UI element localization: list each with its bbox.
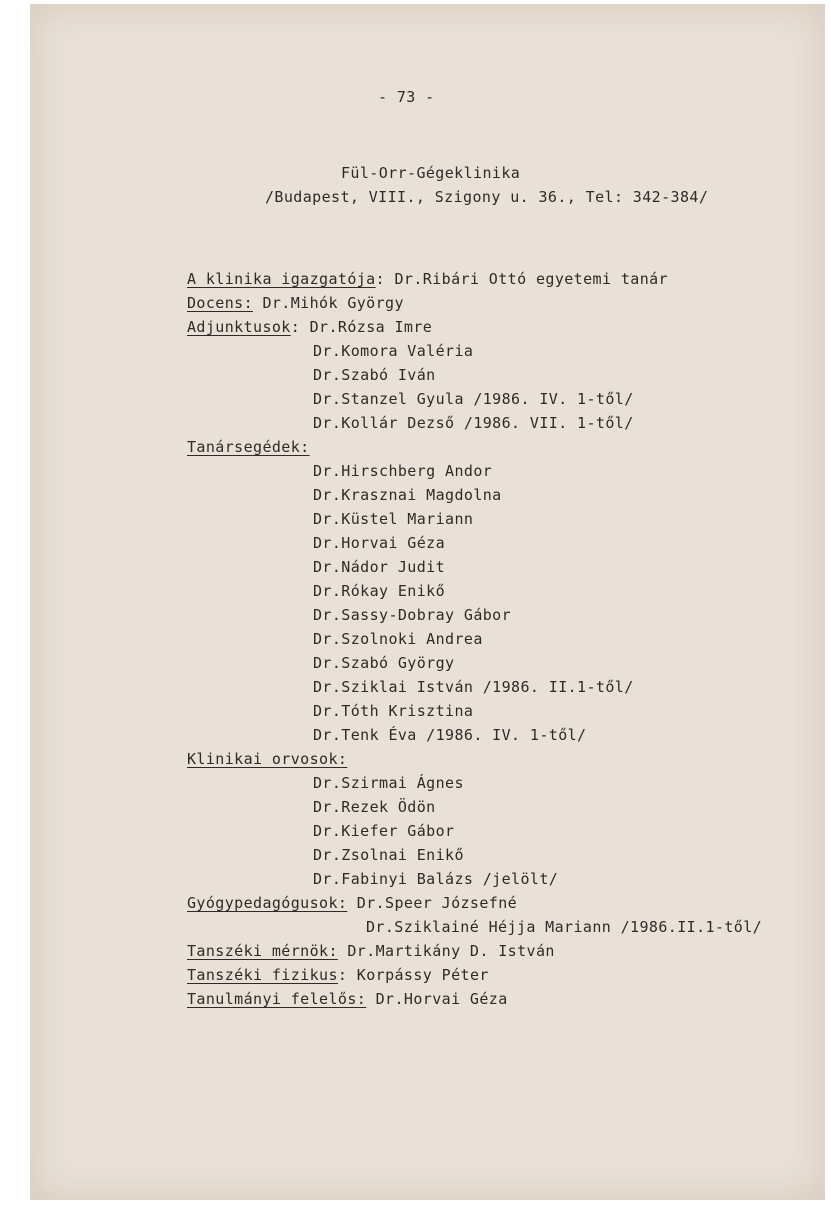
clinical-doctor-item: Dr.Szirmai Ágnes	[313, 774, 464, 792]
therapists-first: Dr.Speer Józsefné	[347, 894, 518, 912]
therapists-label: Gyógypedagógusok:	[187, 894, 348, 912]
physicist-line	[187, 966, 489, 984]
document-page	[30, 4, 825, 1200]
adjunct-line	[187, 318, 432, 336]
assistant-item: Dr.Nádor Judit	[313, 558, 446, 576]
adjunct-label: Adjunktusok	[187, 318, 291, 336]
page-number: - 73 -	[378, 88, 435, 106]
clinical-doctor-item: Dr.Fabinyi Balázs /jelölt/	[313, 870, 559, 888]
clinical-doctor-item: Dr.Rezek Ödön	[313, 798, 436, 816]
clinical-doctor-item: Dr.Kiefer Gábor	[313, 822, 455, 840]
adjunct-item: Dr.Kollár Dezső /1986. VII. 1-től/	[313, 414, 634, 432]
study-officer-line	[187, 990, 508, 1008]
clinical-doctor-item: Dr.Zsolnai Enikő	[313, 846, 464, 864]
clinic-address: /Budapest, VIII., Szigony u. 36., Tel: 342-384/	[265, 188, 709, 206]
engineer-line	[187, 942, 555, 960]
physicist-name: Korpássy Péter	[347, 966, 489, 984]
physicist-separator: :	[337, 966, 348, 984]
study-officer-name: Dr.Horvai Géza	[366, 990, 508, 1008]
director-line	[187, 270, 668, 288]
assistant-item: Dr.Rókay Enikő	[313, 582, 446, 600]
clinical-doctors-label: Klinikai orvosok:	[187, 750, 348, 768]
therapists-line	[187, 894, 517, 912]
director-label: A klinika igazgatója	[187, 270, 376, 288]
adjunct-item: Dr.Szabó Iván	[313, 366, 436, 384]
assistant-item: Dr.Horvai Géza	[313, 534, 446, 552]
assistant-item: Dr.Sassy-Dobray Gábor	[313, 606, 512, 624]
docent-name: Dr.Mihók György	[253, 294, 404, 312]
director-separator: :	[375, 270, 386, 288]
assistants-label: Tanársegédek:	[187, 438, 310, 456]
therapists-second: Dr.Sziklainé Héjja Mariann /1986.II.1-től/	[366, 918, 763, 936]
adjunct-separator: :	[290, 318, 301, 336]
clinic-title: Fül-Orr-Gégeklinika	[341, 164, 521, 182]
assistant-item: Dr.Szabó György	[313, 654, 455, 672]
assistant-item: Dr.Sziklai István /1986. II.1-től/	[313, 678, 634, 696]
assistant-item: Dr.Tóth Krisztina	[313, 702, 474, 720]
docent-label: Docens:	[187, 294, 254, 312]
assistant-item: Dr.Krasznai Magdolna	[313, 486, 502, 504]
assistant-item: Dr.Tenk Éva /1986. IV. 1-től/	[313, 726, 587, 744]
assistant-item: Dr.Szolnoki Andrea	[313, 630, 483, 648]
adjunct-first: Dr.Rózsa Imre	[300, 318, 433, 336]
adjunct-item: Dr.Komora Valéria	[313, 342, 474, 360]
study-officer-label: Tanulmányi felelős:	[187, 990, 367, 1008]
engineer-label: Tanszéki mérnök:	[187, 942, 338, 960]
physicist-label: Tanszéki fizikus	[187, 966, 338, 984]
assistant-item: Dr.Hirschberg Andor	[313, 462, 493, 480]
engineer-name: Dr.Martikány D. István	[337, 942, 555, 960]
assistant-item: Dr.Küstel Mariann	[313, 510, 474, 528]
adjunct-item: Dr.Stanzel Gyula /1986. IV. 1-től/	[313, 390, 634, 408]
director-name: Dr.Ribári Ottó egyetemi tanár	[385, 270, 668, 288]
docent-line	[187, 294, 404, 312]
